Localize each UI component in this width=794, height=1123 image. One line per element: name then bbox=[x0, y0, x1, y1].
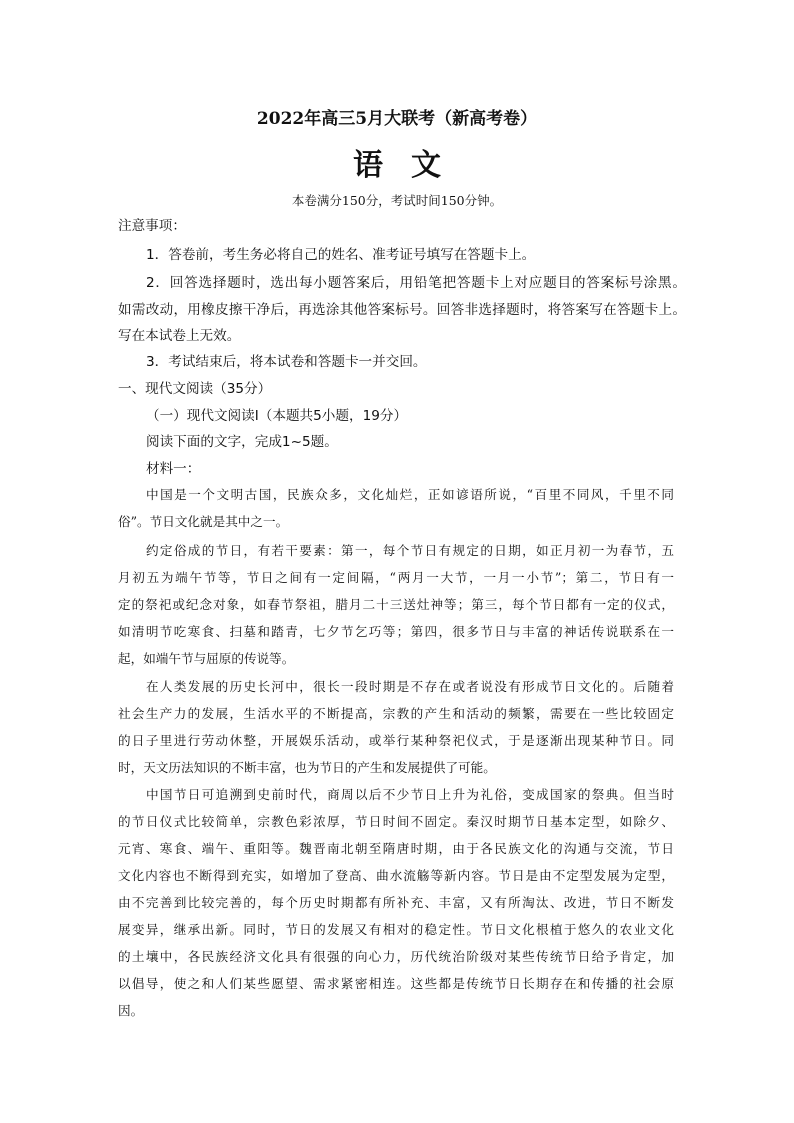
section-heading: 一、现代文阅读（35分） bbox=[118, 381, 272, 397]
passage-line: 中国节日可追溯到史前时代，商周以后不少节日上升为礼俗，变成国家的祭典。但当时 bbox=[146, 787, 674, 802]
passage-line: 以倡导，使之和人们某些愿望、需求紧密相连。这些都是传统节日长期存在和传播的社会原 bbox=[118, 976, 674, 991]
passage-line: 起，如端午节与屈原的传说等。 bbox=[118, 651, 295, 666]
note-line: 2．回答选择题时，选出每小题答案后，用铅笔把答题卡上对应题目的答案标号涂黑。 bbox=[146, 275, 686, 291]
note-line: 3．考试结束后，将本试卷和答题卡一并交回。 bbox=[146, 354, 427, 370]
passage-line: 文化内容也不断得到充实，如增加了登高、曲水流觞等新内容。节日是由不定型发展为定型， bbox=[118, 868, 674, 883]
exam-title: 2022年高三5月大联考（新高考卷） bbox=[256, 109, 538, 129]
notes-heading: 注意事项： bbox=[118, 218, 186, 234]
subject-title: 语文 bbox=[353, 148, 469, 183]
passage-line: 的节日仪式比较简单，宗教色彩浓厚，节日时间不固定。秦汉时期节日基本定型，如除夕、 bbox=[118, 814, 674, 829]
material-label: 材料一： bbox=[146, 461, 201, 477]
note-line: 如需改动，用橡皮擦干净后，再选涂其他答案标号。回答非选择题时，将答案写在答题卡上。 bbox=[118, 302, 686, 318]
score-time-info: 本卷满分150分，考试时间150分钟。 bbox=[291, 193, 503, 208]
reading-instruction: 阅读下面的文字，完成1~5题。 bbox=[146, 434, 338, 450]
passage-line: 展变异，继承出新。同时，节日的发展又有相对的稳定性。节日文化根植于悠久的农业文化 bbox=[118, 922, 674, 937]
passage-line: 约定俗成的节日，有若干要素：第一，每个节日有规定的日期，如正月初一为春节，五 bbox=[146, 543, 674, 558]
passage-line: 时，天文历法知识的不断丰富，也为节日的产生和发展提供了可能。 bbox=[118, 760, 496, 775]
passage-line: 俗”。节日文化就是其中之一。 bbox=[118, 514, 289, 529]
passage-line: 由不完善到比较完善的，每个历史时期都有所补充、丰富，又有所淘汰、改进，节日不断发 bbox=[118, 895, 674, 910]
passage-line: 月初五为端午节等，节日之间有一定间隔，“两月一大节，一月一小节”；第二，节日有一 bbox=[118, 570, 674, 585]
passage-line: 中国是一个文明古国，民族众多，文化灿烂，正如谚语所说，“百里不同风，千里不同 bbox=[146, 487, 674, 502]
passage-line: 的土壤中，各民族经济文化具有很强的向心力，历代统治阶级对某些传统节日给予肯定，加 bbox=[118, 949, 674, 964]
passage-line: 定的祭祀或纪念对象，如春节祭祖，腊月二十三送灶神等；第三，每个节日都有一定的仪式， bbox=[118, 597, 674, 612]
passage-line: 社会生产力的发展，生活水平的不断提高，宗教的产生和活动的频繁，需要在一些比较固定 bbox=[118, 706, 674, 721]
passage-line: 元宵、寒食、端午、重阳等。魏晋南北朝至隋唐时期，由于各民族文化的沟通与交流，节日 bbox=[118, 841, 674, 856]
passage-line: 的日子里进行劳动休整，开展娱乐活动，或举行某种祭祀仪式，于是逐渐出现某种节日。同 bbox=[118, 733, 674, 748]
note-line: 1．答卷前，考生务必将自己的姓名、准考证号填写在答题卡上。 bbox=[146, 247, 536, 263]
subsection-heading: （一）现代文阅读Ⅰ（本题共5小题，19分） bbox=[146, 408, 408, 424]
passage-line: 因。 bbox=[118, 1003, 144, 1018]
passage-line: 如清明节吃寒食、扫墓和踏青，七夕节乞巧等；第四，很多节日与丰富的神话传说联系在一 bbox=[118, 624, 674, 639]
note-line: 写在本试卷上无效。 bbox=[118, 328, 241, 344]
passage-line: 在人类发展的历史长河中，很长一段时期是不存在或者说没有形成节日文化的。后随着 bbox=[146, 679, 674, 694]
